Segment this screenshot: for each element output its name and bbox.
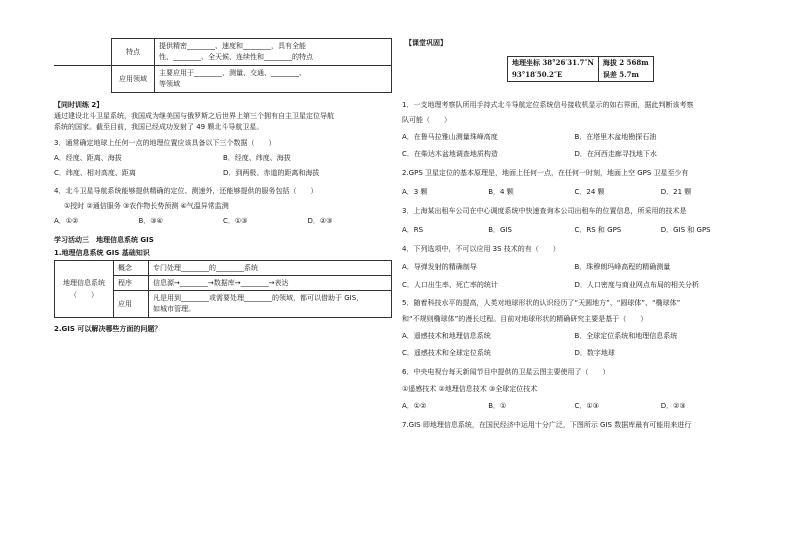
application-line-1: 主要应用于________、测量、交通、________、: [159, 69, 306, 77]
concept-text: 专门处理________的________系统: [149, 261, 392, 276]
beidou-paragraph-line-1: 通过建设北斗卫星系统，我国成为继美国与俄罗斯之后世界上第三个拥有自主卫星定位导航: [54, 112, 334, 120]
option-c[interactable]: C．①③: [574, 402, 599, 410]
question-4-options: [54, 216, 392, 227]
r-question-4-stem: 4．下列选项中，不可以应用 3S 技术的有（ ）: [402, 245, 560, 253]
consolidation-section-title: 【课堂巩固】: [405, 39, 447, 47]
apply-label: 应用: [114, 291, 149, 318]
apply-text: [149, 291, 392, 318]
r-question-5-stem-1: 5．随着科技水平的提高，人类对地球形状的认识经历了“天圆地方”、“圆球体”、“椭球体”: [402, 299, 681, 307]
question-3-options-row-2: [54, 168, 392, 179]
r-question-5-stem-2: 和“不规则椭球体”的漫长过程。目前对地球形状的精确研究主要是基于（ ）: [402, 315, 648, 323]
option-d[interactable]: D．数字地球: [574, 349, 615, 357]
apply-line-2: 如城市管理。: [153, 305, 195, 313]
beidou-receiver-display: [507, 56, 654, 82]
option-b[interactable]: B．在塔里木盆地勘探石油: [574, 133, 657, 141]
option-c[interactable]: C．①③: [223, 217, 248, 225]
r-question-3-stem: 3．上海某出租车公司在中心调度系统中快速查询本公司出租车的位置信息，所采用的技术是: [402, 207, 687, 215]
option-a[interactable]: A．经度、距离、海拔: [54, 154, 122, 162]
option-b[interactable]: B．珠穆朗玛峰高程的精确测量: [574, 263, 671, 271]
option-b[interactable]: B．4 颗: [488, 188, 514, 196]
right-questions: [402, 100, 747, 431]
option-b[interactable]: B．GIS: [488, 226, 512, 234]
gps-feature-table: [54, 38, 392, 93]
option-a[interactable]: A．RS: [402, 226, 424, 234]
latitude-readout: 地理坐标 38°26′31.7″N: [508, 57, 599, 70]
application-text: [155, 66, 392, 93]
longitude-readout: 93°18′50.2″E: [508, 69, 599, 82]
option-d[interactable]: D．21 颗: [660, 188, 692, 196]
option-c[interactable]: C．人口出生率、死亡率的统计: [402, 281, 498, 289]
option-d[interactable]: D．到两极、赤道的距离和海拔: [223, 169, 320, 177]
option-b[interactable]: B．全球定位系统和地理信息系统: [574, 332, 678, 340]
process-text: 信息源→________→数据库→________→表达: [149, 276, 392, 291]
r-question-5-options-row-1: [402, 331, 747, 342]
training-section-title: 【同时训练 2】: [54, 101, 104, 109]
r-question-1-stem-2: 队可能（ ）: [402, 116, 451, 124]
option-b[interactable]: B．③④: [138, 217, 163, 225]
option-c[interactable]: C．在柴达木盆地调查地质构造: [402, 150, 498, 158]
feature-text: [155, 39, 392, 66]
r-question-7-stem: 7.GIS 即地理信息系统，在国民经济中运用十分广泛，下图所示 GIS 数据库最有可能用来进行: [402, 421, 692, 429]
option-d[interactable]: D．②③: [660, 402, 686, 410]
feature-line-2: 性、________、全天候、连续性和________的特点: [159, 53, 313, 61]
option-b[interactable]: B．①: [488, 402, 507, 410]
r-question-1-stem-1: 1．一支地理考察队所用手持式北斗导航定位系统信号接收机显示的如右界面，据此判断该考察: [402, 101, 694, 109]
option-a[interactable]: A．①②: [402, 402, 427, 410]
option-b[interactable]: B．经度、纬度、海拔: [223, 154, 291, 162]
gis-basics-title: 1.地理信息系统 GIS 基础知识: [54, 249, 150, 257]
question-3-stem: 3．通常确定地球上任何一点的地理位置应该具备以下三个数据（ ）: [54, 139, 276, 147]
gis-name-cell: [55, 261, 114, 318]
r-question-6-stem: 6．中央电视台每天新闻节目中提供的卫星云图主要使用了（ ）: [402, 368, 610, 376]
r-question-6-options: [402, 401, 747, 412]
apply-line-1: 凡是用到________或需要处理________的领域，都可以借助于 GIS，: [153, 294, 364, 302]
gis-name-blank: （ ）: [70, 291, 98, 299]
beidou-paragraph-line-2: 系统的国家。截至目前，我国已经成功发射了 49 颗北斗导航卫星。: [54, 123, 264, 131]
question-4-items: ①授时 ②通信服务 ③农作物长势预测 ④气温异常监测: [64, 202, 229, 210]
option-c[interactable]: C．24 颗: [574, 188, 605, 196]
altitude-readout: 海拔 2 568m: [598, 57, 653, 70]
question-4-stem: 4．北斗卫星导航系统能够提供精确的定位、测速外，还能够提供的服务包括（ ）: [54, 187, 318, 195]
activity-3-title: 学习活动三 地理信息系统 GIS: [54, 236, 154, 244]
gis-name: 地理信息系统: [63, 279, 105, 287]
option-d[interactable]: D．②③: [307, 217, 333, 225]
option-a[interactable]: A．导弹发射的精确制导: [402, 263, 477, 271]
option-a[interactable]: A．遥感技术和地理信息系统: [402, 332, 491, 340]
r-question-5-options-row-2: [402, 348, 747, 359]
right-column: [402, 38, 747, 49]
application-label: 应用领域: [112, 66, 155, 93]
r-question-1-options-row-1: [402, 132, 747, 143]
blank-cell: [55, 39, 112, 66]
gis-table: [54, 260, 392, 318]
left-column: [54, 38, 392, 335]
option-d[interactable]: D．在河西走廊寻找地下水: [574, 150, 657, 158]
option-d[interactable]: D．人口密度与商业网点布局的相关分析: [574, 281, 699, 289]
application-line-2: 等领域: [159, 80, 180, 88]
r-question-2-stem: 2.GPS 卫星定位的基本原理是，地面上任何一点，在任何一时刻，地面上空 GPS 卫星至少有: [402, 169, 689, 177]
option-c[interactable]: C．遥感技术和全球定位系统: [402, 349, 491, 357]
option-c[interactable]: C．RS 和 GPS: [574, 226, 622, 234]
r-question-1-options-row-2: [402, 149, 747, 160]
feature-line-1: 提供精密________、速度和________，具有全能: [159, 42, 306, 50]
r-question-4-options-row-2: [402, 280, 747, 291]
feature-label: 特点: [112, 39, 155, 66]
option-a[interactable]: A．3 颗: [402, 188, 428, 196]
option-c[interactable]: C．纬度、相对高度、距离: [54, 169, 136, 177]
r-question-6-items: ①遥感技术 ②地理信息技术 ③全球定位技术: [402, 385, 538, 393]
blank-cell: [55, 66, 112, 93]
error-readout: 误差 5.7m: [598, 69, 653, 82]
option-a[interactable]: A．①②: [54, 217, 79, 225]
question-3-options-row-1: [54, 153, 392, 164]
option-d[interactable]: D．GIS 和 GPS: [660, 226, 711, 234]
r-question-3-options: [402, 225, 747, 236]
option-a[interactable]: A．在鲁马拉雅山测量珠峰高度: [402, 133, 498, 141]
gis-problems-question: 2.GIS 可以解决哪些方面的问题？: [54, 325, 162, 333]
process-label: 程序: [114, 276, 149, 291]
concept-label: 概念: [114, 261, 149, 276]
r-question-4-options-row-1: [402, 262, 747, 273]
r-question-2-options: [402, 187, 747, 198]
